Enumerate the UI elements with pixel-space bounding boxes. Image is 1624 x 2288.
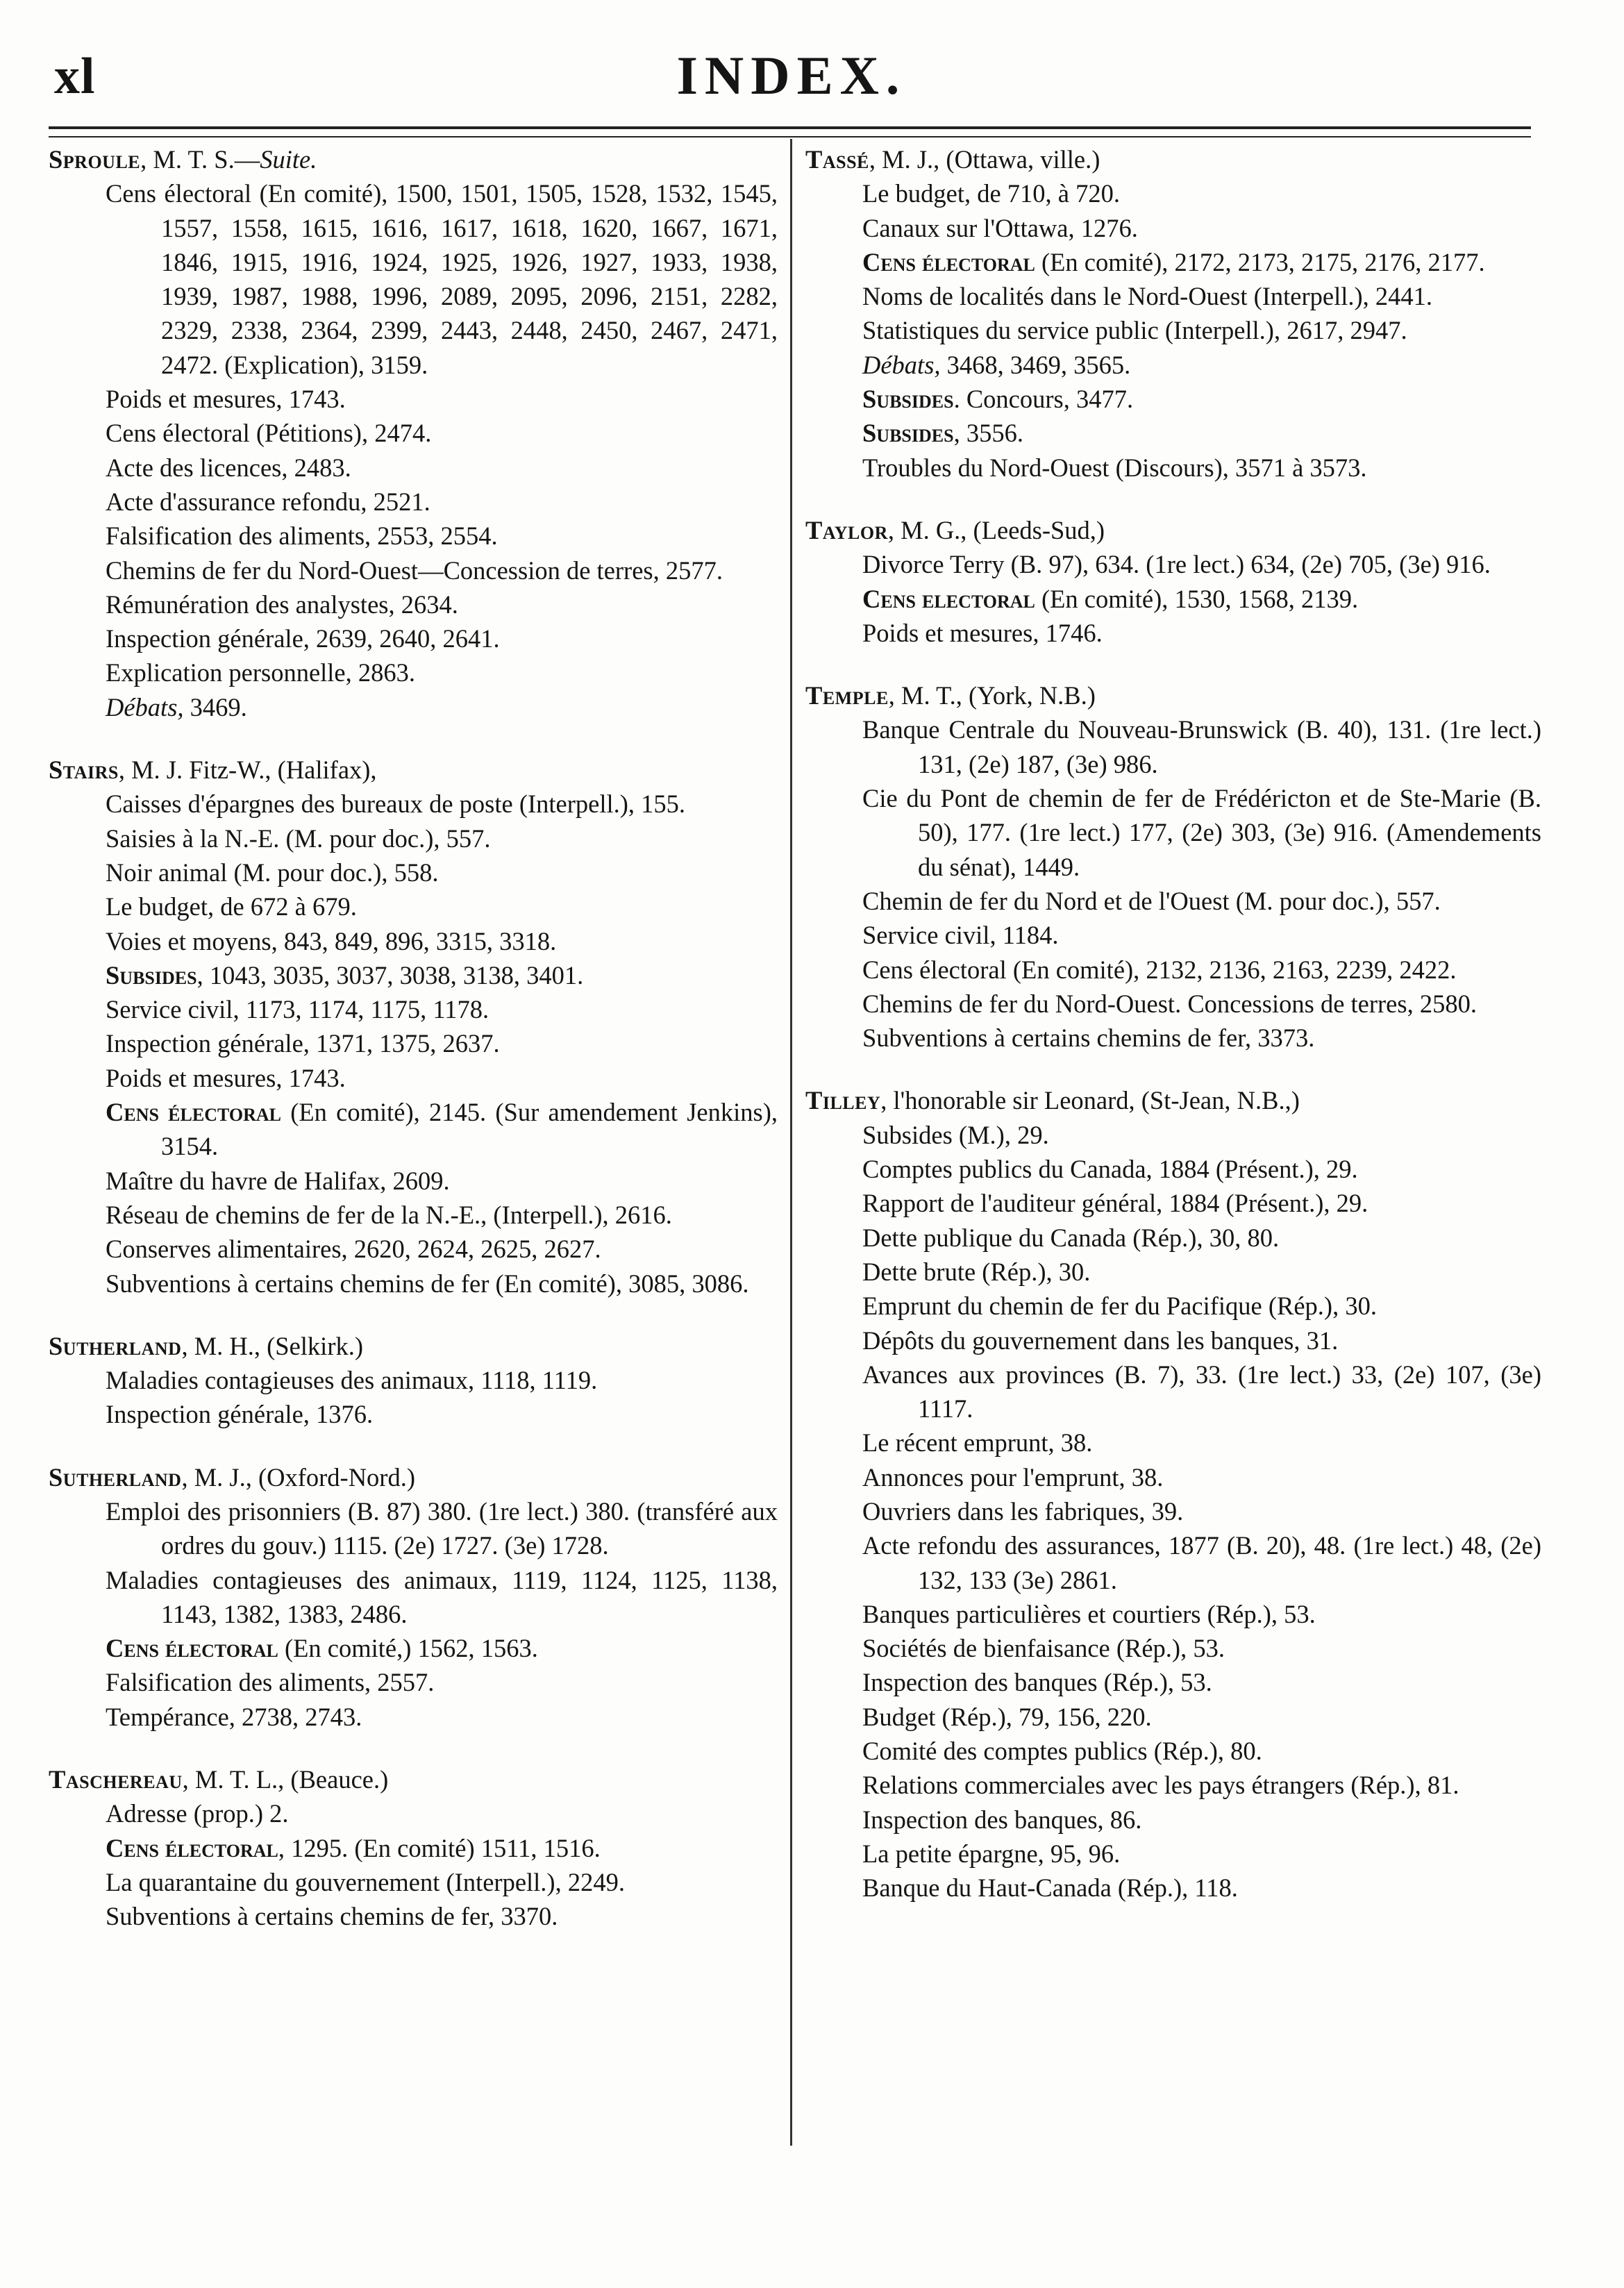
member-details: , M. T. L., (Beauce.) (182, 1765, 389, 1794)
subentry-text: Adresse (prop.) 2. (106, 1799, 289, 1828)
index-subentry (805, 1186, 1541, 1220)
index-entry (805, 142, 1541, 485)
subentry-text: Le budget, de 710, à 720. (862, 179, 1120, 208)
subentry-text: Le récent emprunt, 38. (862, 1428, 1093, 1458)
subentry-text: Conserves alimentaires, 2620, 2624, 2625, 2627. (106, 1235, 601, 1264)
index-subentry (805, 279, 1541, 313)
index-subentry (805, 1021, 1541, 1055)
subentry-text: Tempérance, 2738, 2743. (106, 1702, 362, 1731)
index-subentry (805, 616, 1541, 650)
subentry-small-caps: Cens electoral (862, 584, 1035, 613)
index-subentry (805, 451, 1541, 485)
index-subentry (49, 1899, 778, 1933)
index-subentry (805, 1255, 1541, 1289)
subentry-text: Troubles du Nord-Ouest (Discours), 3571 à 3573. (862, 453, 1367, 482)
index-entry (49, 753, 778, 1301)
header-rule (49, 126, 1531, 137)
column-divider (790, 139, 792, 2146)
member-details: , M. T., (York, N.B.) (888, 681, 1096, 710)
subentry-text: Falsification des aliments, 2557. (106, 1668, 435, 1697)
index-subentry (805, 313, 1541, 347)
subentry-text: Chemin de fer du Nord et de l'Ouest (M. pour doc.), 557. (862, 886, 1441, 915)
index-subentry (805, 1460, 1541, 1494)
index-subentry (805, 1426, 1541, 1460)
member-details: , l'honorable sir Leonard, (St-Jean, N.B.,) (880, 1086, 1300, 1115)
subentry-text: Inspection générale, 1371, 1375, 2637. (106, 1029, 500, 1058)
subentry-text: Poids et mesures, 1743. (106, 385, 346, 414)
index-subentry (49, 1267, 778, 1301)
subentry-text: (En comité), 1530, 1568, 2139. (1035, 584, 1359, 613)
subentry-text: Emprunt du chemin de fer du Pacifique (Rép.), 30. (862, 1292, 1377, 1321)
index-subentry (805, 1494, 1541, 1528)
index-subentry (49, 451, 778, 485)
index-subentry (805, 1734, 1541, 1768)
index-subentry (49, 1831, 778, 1865)
index-subentry (49, 1397, 778, 1431)
subentry-text: . Concours, 3477. (953, 385, 1134, 414)
subentry-text: Relations commerciales avec les pays étrangers (Rép.), 81. (862, 1771, 1459, 1800)
subentry-text: Acte des licences, 2483. (106, 453, 351, 482)
subentry-italic: Débats, (106, 692, 184, 721)
index-column-left (49, 142, 778, 1934)
entry-heading (805, 513, 1541, 547)
member-name: Stairs (49, 755, 119, 785)
index-subentry (805, 382, 1541, 416)
subentry-text: Canaux sur l'Ottawa, 1276. (862, 213, 1138, 242)
index-subentry (805, 1152, 1541, 1186)
member-name: Taschereau (49, 1765, 183, 1794)
subentry-text: Cie du Pont de chemin de fer de Frédéricton et de Ste-Marie (B. 50), 177. (1re lect.) 177, (2e) 303, (3e) 916. (Amendements du sénat), 1449. (862, 784, 1541, 881)
subentry-text: Annonces pour l'emprunt, 38. (862, 1462, 1164, 1492)
index-subentry (805, 1700, 1541, 1734)
subentry-text: Avances aux provinces (B. 7), 33. (1re lect.) 33, (2e) 107, (3e) 1117. (862, 1360, 1541, 1423)
subentry-text: (En comité), 2172, 2173, 2175, 2176, 2177. (1035, 247, 1485, 276)
index-subentry (49, 655, 778, 690)
member-name: Tassé (805, 145, 869, 174)
index-subentry (805, 987, 1541, 1021)
index-subentry (805, 211, 1541, 245)
index-subentry (49, 176, 778, 382)
index-subentry (805, 781, 1541, 884)
index-subentry (805, 1597, 1541, 1631)
subentry-small-caps: Subsides (862, 419, 954, 448)
index-entry (805, 513, 1541, 650)
entry-heading (805, 678, 1541, 712)
member-details: , M. T. S.— (140, 145, 260, 174)
subentry-italic: Débats, (862, 350, 941, 379)
subentry-text: Poids et mesures, 1743. (106, 1063, 346, 1092)
subentry-text: Banque Centrale du Nouveau-Brunswick (B. 40), 131. (1re lect.) 131, (2e) 187, (3e) 986. (862, 715, 1541, 778)
subentry-text: Budget (Rép.), 79, 156, 220. (862, 1702, 1152, 1731)
index-subentry (49, 1494, 778, 1563)
subentry-text: Inspection des banques, 86. (862, 1805, 1142, 1834)
subentry-text: Service civil, 1184. (862, 921, 1059, 950)
subentry-text: Comité des comptes publics (Rép.), 80. (862, 1737, 1262, 1766)
subentry-small-caps: Cens électoral (862, 247, 1035, 276)
subentry-text: Comptes publics du Canada, 1884 (Présent.), 29. (862, 1155, 1358, 1184)
index-entry (49, 1329, 778, 1432)
member-name: Sutherland (49, 1462, 182, 1492)
index-subentry (805, 953, 1541, 987)
subentry-text: , 3556. (953, 419, 1023, 448)
index-subentry (49, 958, 778, 992)
subentry-text: Acte d'assurance refondu, 2521. (106, 487, 430, 516)
index-entry (49, 1460, 778, 1734)
subentry-text: Dépôts du gouvernement dans les banques, 31. (862, 1326, 1339, 1355)
subentry-text: (En comité,) 1562, 1563. (278, 1634, 538, 1663)
index-subentry (49, 1865, 778, 1899)
index-subentry (49, 821, 778, 855)
index-subentry (49, 382, 778, 416)
subentry-text: Cens électoral (En comité), 1500, 1501, 1505, 1528, 1532, 1545, 1557, 1558, 1615, 1616, 1617, 1618, 1620, 1667, 1671, 1846, 1915, 1916, 1924, 1925, 1926, 1927, 1933, 1938, 1939, 1987, 1988, 1996, 2089, 2095, 2096, 2151, 2282, 2329, 2338, 2364, 2399, 2443, 2448, 2450, 2467, 2471, 2472. (Explication), 3159. (106, 179, 778, 379)
entry-heading (49, 1329, 778, 1363)
index-subentry (49, 690, 778, 724)
subentry-text: Dette publique du Canada (Rép.), 30, 80. (862, 1223, 1280, 1252)
subentry-text: Emploi des prisonniers (B. 87) 380. (1re lect.) 380. (transféré aux ordres du gouv.) 1115. (2e) 1727. (3e) 1728. (106, 1496, 778, 1560)
index-subentry (805, 582, 1541, 616)
member-details: , M. J. Fitz-W., (Halifax), (118, 755, 377, 785)
subentry-text: Acte refondu des assurances, 1877 (B. 20), 48. (1re lect.) 48, (2e) 132, 133 (3e) 2861. (862, 1531, 1541, 1594)
index-subentry (49, 1095, 778, 1164)
subentry-text: Subsides (M.), 29. (862, 1120, 1049, 1149)
subentry-text: Chemins de fer du Nord-Ouest. Concessions de terres, 2580. (862, 989, 1477, 1018)
index-subentry (49, 992, 778, 1026)
index-subentry (49, 787, 778, 821)
index-subentry (49, 1026, 778, 1060)
subentry-text: (En comité), 2145. (Sur amendement Jenkins), 3154. (161, 1098, 778, 1161)
index-subentry (49, 1700, 778, 1734)
member-name: Tilley (805, 1086, 881, 1115)
subentry-text: Inspection générale, 1376. (106, 1400, 374, 1429)
index-subentry (805, 547, 1541, 581)
subentry-text: Dette brute (Rép.), 30. (862, 1257, 1091, 1286)
index-subentry (49, 855, 778, 890)
member-name: Taylor (805, 515, 888, 544)
subentry-text: Réseau de chemins de fer de la N.-E., (Interpell.), 2616. (106, 1200, 672, 1229)
member-name: Temple (805, 681, 889, 710)
index-subentry (49, 1363, 778, 1397)
subentry-text: Falsification des aliments, 2553, 2554. (106, 521, 498, 551)
index-subentry (49, 890, 778, 924)
index-subentry (49, 416, 778, 450)
index-subentry (805, 176, 1541, 210)
subentry-text: Service civil, 1173, 1174, 1175, 1178. (106, 995, 489, 1024)
entry-heading (49, 1762, 778, 1796)
subentry-text: Voies et moyens, 843, 849, 896, 3315, 3318. (106, 926, 557, 955)
subentry-text: Explication personnelle, 2863. (106, 658, 416, 687)
index-column-right (805, 142, 1541, 1905)
subentry-text: Cens électoral (En comité), 2132, 2136, 2163, 2239, 2422. (862, 955, 1457, 984)
subentry-text: Maladies contagieuses des animaux, 1118, 1119. (106, 1366, 598, 1395)
page-number: xl (54, 48, 96, 105)
member-name: Sutherland (49, 1331, 182, 1360)
entry-heading (805, 1083, 1541, 1117)
index-subentry (49, 1061, 778, 1095)
index-subentry (805, 712, 1541, 781)
member-details: , M. J., (Ottawa, ville.) (869, 145, 1100, 174)
index-subentry (805, 1289, 1541, 1323)
index-entry (805, 1083, 1541, 1905)
index-subentry (805, 1221, 1541, 1255)
page-header (49, 42, 1534, 125)
entry-heading (49, 1460, 778, 1494)
member-details: , M. J., (Oxford-Nord.) (181, 1462, 415, 1492)
index-subentry (49, 485, 778, 519)
subentry-text: Noms de localités dans le Nord-Ouest (Interpell.), 2441. (862, 282, 1433, 311)
index-subentry (805, 1323, 1541, 1358)
index-subentry (805, 245, 1541, 279)
subentry-text: La petite épargne, 95, 96. (862, 1839, 1121, 1868)
index-subentry (805, 1871, 1541, 1905)
index-subentry (805, 416, 1541, 450)
index-subentry (805, 1837, 1541, 1871)
subentry-text: , 1043, 3035, 3037, 3038, 3138, 3401. (196, 960, 584, 989)
index-subentry (49, 1164, 778, 1198)
subentry-text: Maître du havre de Halifax, 2609. (106, 1166, 450, 1195)
subentry-text: Le budget, de 672 à 679. (106, 892, 357, 921)
subentry-text: Noir animal (M. pour doc.), 558. (106, 858, 439, 887)
subentry-text: Sociétés de bienfaisance (Rép.), 53. (862, 1634, 1225, 1663)
subentry-text: Banques particulières et courtiers (Rép.), 53. (862, 1599, 1316, 1628)
index-subentry (49, 1563, 778, 1632)
subentry-text: 3468, 3469, 3565. (940, 350, 1131, 379)
subentry-small-caps: Subsides (106, 960, 197, 989)
entry-heading (49, 753, 778, 787)
index-subentry (805, 918, 1541, 952)
index-subentry (49, 519, 778, 553)
index-subentry (49, 621, 778, 655)
subentry-text: Subventions à certains chemins de fer, 3370. (106, 1902, 558, 1931)
subentry-small-caps: Subsides (862, 385, 954, 414)
subentry-text: Banque du Haut-Canada (Rép.), 118. (862, 1873, 1238, 1903)
running-title: INDEX. (676, 45, 907, 106)
subentry-text: , 1295. (En comité) 1511, 1516. (278, 1833, 601, 1862)
index-subentry (805, 1803, 1541, 1837)
index-subentry (805, 1358, 1541, 1426)
index-subentry (805, 884, 1541, 918)
subentry-small-caps: Cens électoral (106, 1098, 281, 1127)
subentry-small-caps: Cens électoral (106, 1833, 278, 1862)
index-entry (805, 678, 1541, 1055)
index-subentry (49, 1198, 778, 1232)
index-subentry (49, 1631, 778, 1665)
subentry-text: Subventions à certains chemins de fer, 3373. (862, 1024, 1315, 1053)
subentry-text: Ouvriers dans les fabriques, 39. (862, 1496, 1184, 1526)
subentry-text: Saisies à la N.-E. (M. pour doc.), 557. (106, 824, 491, 853)
subentry-text: La quarantaine du gouvernement (Interpell.), 2249. (106, 1867, 625, 1896)
subentry-text: Rémunération des analystes, 2634. (106, 590, 458, 619)
subentry-text: Caisses d'épargnes des bureaux de poste (Interpell.), 155. (106, 790, 686, 819)
member-name: Sproule (49, 145, 141, 174)
subentry-text: Rapport de l'auditeur général, 1884 (Présent.), 29. (862, 1189, 1368, 1218)
subentry-text: Subventions à certains chemins de fer (En comité), 3085, 3086. (106, 1269, 749, 1298)
index-subentry (49, 1665, 778, 1699)
index-subentry (49, 587, 778, 621)
index-subentry (49, 1796, 778, 1830)
member-details-italic: Suite. (260, 145, 317, 174)
index-subentry (805, 1631, 1541, 1665)
index-entry (49, 1762, 778, 1933)
subentry-text: Statistiques du service public (Interpell.), 2617, 2947. (862, 316, 1407, 345)
subentry-text: Divorce Terry (B. 97), 634. (1re lect.) 634, (2e) 705, (3e) 916. (862, 550, 1491, 579)
index-subentry (805, 1528, 1541, 1597)
index-subentry (49, 553, 778, 587)
subentry-text: 3469. (183, 692, 247, 721)
member-details: , M. H., (Selkirk.) (181, 1331, 363, 1360)
subentry-small-caps: Cens électoral (106, 1634, 278, 1663)
index-subentry (805, 1665, 1541, 1699)
subentry-text: Inspection des banques (Rép.), 53. (862, 1668, 1212, 1697)
subentry-text: Chemins de fer du Nord-Ouest—Concession de terres, 2577. (106, 556, 723, 585)
subentry-text: Maladies contagieuses des animaux, 1119, 1124, 1125, 1138, 1143, 1382, 1383, 2486. (106, 1565, 778, 1628)
subentry-text: Cens électoral (Pétitions), 2474. (106, 419, 432, 448)
subentry-text: Poids et mesures, 1746. (862, 618, 1103, 647)
index-subentry (805, 1118, 1541, 1152)
index-subentry (49, 924, 778, 958)
subentry-text: Inspection générale, 2639, 2640, 2641. (106, 624, 500, 653)
entry-heading (805, 142, 1541, 176)
index-entry (49, 142, 778, 724)
entry-heading (49, 142, 778, 176)
member-details: , M. G., (Leeds-Sud,) (887, 515, 1105, 544)
index-subentry (49, 1232, 778, 1266)
index-subentry (805, 348, 1541, 382)
index-subentry (805, 1768, 1541, 1802)
